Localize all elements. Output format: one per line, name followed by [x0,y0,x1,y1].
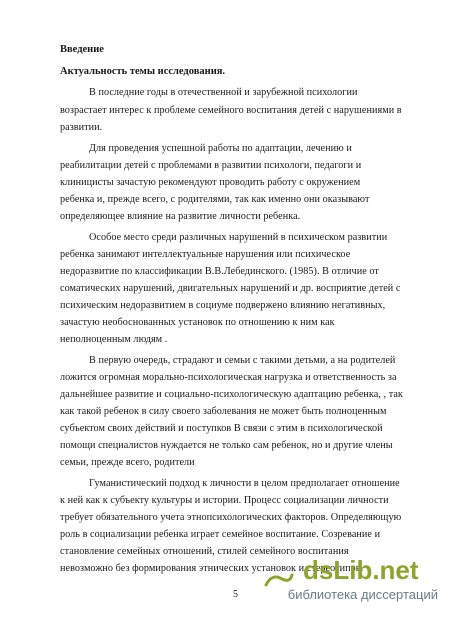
dslib-logo-text: dsLib.net [303,555,419,585]
heading-relevance: Актуальность темы исследования. [60,66,226,77]
dslib-subtitle: библиотека диссертаций [287,587,438,602]
heading-introduction: Введение [60,44,104,55]
document-page: Введение Актуальность темы исследования. В последние годы в отечественной и зарубежной психологии возрастает интерес к проблеме семейного воспитания детей с нарушениями в развитии. Для проведения успешной работы по адаптации, лечению и реабилитации детей с проблемами в развитии психологи, педагоги и клиницисты зачастую рекомендуют проводить работу с окружением ребенка и, прежде всего, с родителями, так как именно они оказывают определяющее влияние на развитие личности ребенка. Особое место среди различных нарушений в психическом развитии ребенка занимают интеллектуальные нарушения или психическое недоразвитие по классификации В.В.Лебединского. (1985). В отличие от соматических нарушений, двигательных нарушений и др. восприятие детей с психическим недоразвитием в социуме подвержено влиянию негативных, зачастую необоснованных установок по отношению к ним как неполноценным людям . В первую очередь, страдают и семьи с такими детьми, а на родителей ложится огромная морально-психологическая нагрузка и ответственность за дальнейшее развитие и социально-психологическую адаптацию ребенка, , так как такой ребенок в силу своего заболевания не может быть полноценным субъектом своих действий и поступков В связи с этим в психологической помощи специалистов нуждается не только сам ребенок, но и другие члены семьи, прежде всего, родители Гуманистический подход к личности в целом предполагает отношение к ней как к субъекту культуры и истории. Процесс социализации личности требует обязательного учета этнопсихологических факторов. Определяющую роль в социализации ребенка играет семейное воспитание. Созревание и становление семейных отношений, стилей семейного воспитания невозможно без формирования этнических установок и стереотипов. 5 dsLib.net библиотека диссертаций [0,0,450,619]
dslib-watermark[interactable] [253,555,438,607]
page-number: 5 [233,589,238,600]
